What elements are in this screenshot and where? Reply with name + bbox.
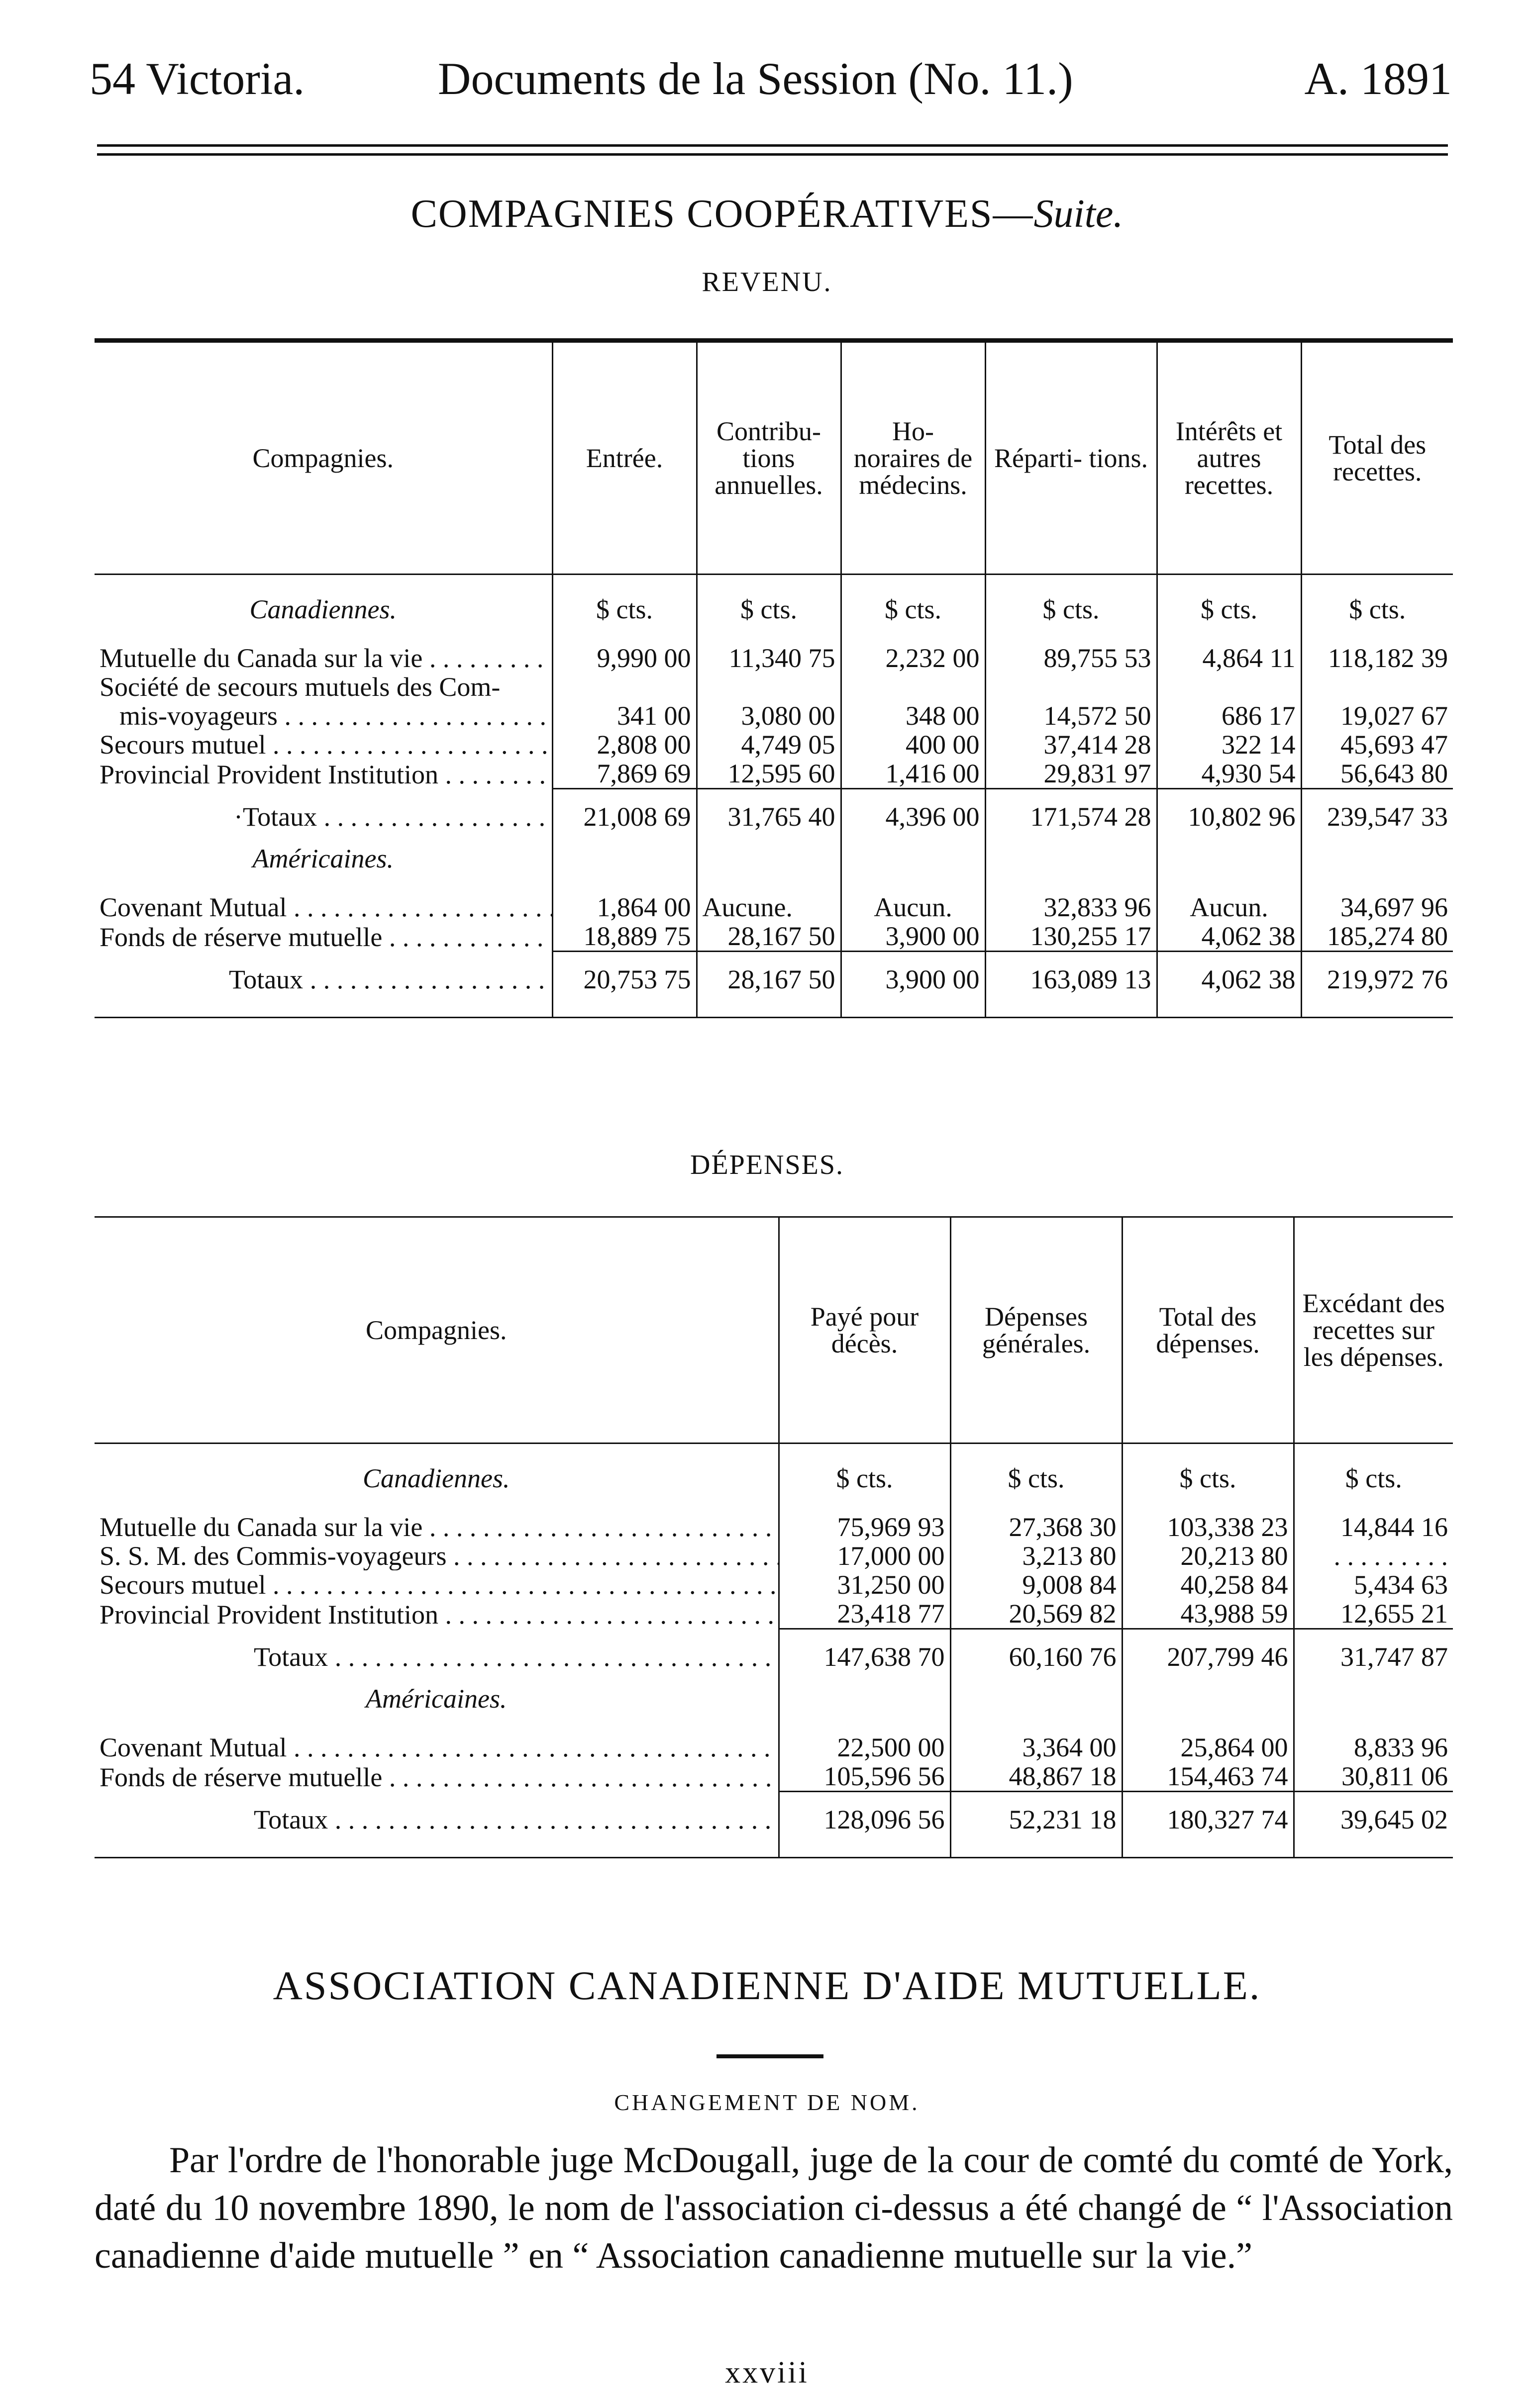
cell-value: 20,569 82 <box>950 1599 1122 1629</box>
cell-value: 56,643 80 <box>1301 759 1453 789</box>
total-value: 3,900 00 <box>841 952 985 1007</box>
col-contributions: Contribu- tions annuelles. <box>697 341 841 575</box>
revenue-header-row <box>95 341 1453 575</box>
cell-value: 29,831 97 <box>985 759 1157 789</box>
total-value: 239,547 33 <box>1301 789 1453 845</box>
section-row <box>95 1684 1453 1733</box>
table-row <box>95 893 1453 922</box>
company-name: Secours mutuel . . . <box>95 730 552 759</box>
cell-value: 3,364 00 <box>950 1733 1122 1762</box>
cell-value: 9,990 00 <box>552 644 697 673</box>
unit-cell: $ cts. <box>950 1444 1122 1493</box>
total-value: 39,645 02 <box>1294 1792 1453 1847</box>
company-name: Covenant Mutual . . . <box>95 893 552 922</box>
col-repartitions: Réparti- tions. <box>985 341 1157 575</box>
table-row <box>95 1762 1453 1792</box>
cell-value: 103,338 23 <box>1122 1513 1294 1541</box>
cell-value: 2,232 00 <box>841 644 985 673</box>
total-value: 31,765 40 <box>697 789 841 845</box>
cell-value: 31,250 00 <box>779 1570 950 1599</box>
cell-value: 12,595 60 <box>697 759 841 789</box>
header-year: A. 1891 <box>1304 53 1452 104</box>
unit-cell: $ cts. <box>985 575 1157 624</box>
total-label: Totaux . . . <box>95 952 552 1007</box>
cell-value: 14,572 50 <box>985 701 1157 730</box>
total-value: 28,167 50 <box>697 952 841 1007</box>
company-name: Covenant Mutual . . . <box>95 1733 779 1762</box>
unit-cell: $ cts. <box>1294 1444 1453 1493</box>
cell-value: 130,255 17 <box>985 922 1157 952</box>
running-header <box>90 52 1452 107</box>
total-value: 180,327 74 <box>1122 1792 1294 1847</box>
company-name: Fonds de réserve mutuelle . . . <box>95 1762 779 1792</box>
col-total-recettes: Total des recettes. <box>1301 341 1453 575</box>
unit-row <box>95 575 1453 624</box>
cell-value: 12,655 21 <box>1294 1599 1453 1629</box>
total-value: 52,231 18 <box>950 1792 1122 1847</box>
section-label-american: Américaines. <box>252 844 394 873</box>
header-rule-top <box>97 144 1448 147</box>
total-value: 31,747 87 <box>1294 1629 1453 1685</box>
cell-value: 14,844 16 <box>1294 1513 1453 1541</box>
name-change-paragraph: Par l'ordre de l'honorable juge McDougall, juge de la cour de comté du comté de York, daté du 10 novembre 1890, le nom de l'association ci-dessus a été changé de “ l'Association canadienne d'aide mutuelle ” en “ Association canadienne mutuelle sur la vie.” <box>95 2140 1453 2276</box>
col-honoraires: Ho- noraires de médecins. <box>841 341 985 575</box>
cell-value: 30,811 06 <box>1294 1762 1453 1792</box>
cell-value: 20,213 80 <box>1122 1541 1294 1570</box>
total-value: 20,753 75 <box>552 952 697 1007</box>
expenses-header-row <box>95 1217 1453 1444</box>
cell-value: 341 00 <box>552 701 697 730</box>
unit-row <box>95 1444 1453 1493</box>
company-name: Provincial Provident Institution . . . <box>95 1599 779 1629</box>
unit-cell: $ cts. <box>697 575 841 624</box>
col-companies: Compagnies. <box>95 1217 779 1444</box>
cell-value: 322 14 <box>1157 730 1301 759</box>
cell-value: 11,340 75 <box>697 644 841 673</box>
col-total-depenses: Total des dépenses. <box>1122 1217 1294 1444</box>
expenses-table <box>95 1216 1453 1858</box>
total-label: Totaux . . . <box>95 1792 779 1847</box>
cell-value: Aucun. <box>841 893 985 922</box>
total-row <box>95 1792 1453 1847</box>
table-row <box>95 1599 1453 1629</box>
total-row <box>95 789 1453 845</box>
cell-value: 28,167 50 <box>697 922 841 952</box>
table-row <box>95 1733 1453 1762</box>
total-value: 21,008 69 <box>552 789 697 845</box>
col-companies: Compagnies. <box>95 341 552 575</box>
table-row <box>95 701 1453 730</box>
revenue-table <box>95 338 1453 1018</box>
cell-value: 32,833 96 <box>985 893 1157 922</box>
cell-value: 18,889 75 <box>552 922 697 952</box>
table-row <box>95 759 1453 789</box>
cell-value: 3,900 00 <box>841 922 985 952</box>
total-value: 219,972 76 <box>1301 952 1453 1007</box>
name-change-heading: CHANGEMENT DE NOM. <box>614 2090 920 2115</box>
cell-value: 5,434 63 <box>1294 1570 1453 1599</box>
cell-value: 23,418 77 <box>779 1599 950 1629</box>
cell-value: 4,062 38 <box>1157 922 1301 952</box>
cell-value: 4,930 54 <box>1157 759 1301 789</box>
page-title <box>0 192 1534 237</box>
cell-value: 2,808 00 <box>552 730 697 759</box>
unit-cell: $ cts. <box>1301 575 1453 624</box>
table-row <box>95 673 1453 701</box>
page-title-suffix: Suite. <box>1033 192 1124 236</box>
table-row <box>95 922 1453 952</box>
cell-value: 17,000 00 <box>779 1541 950 1570</box>
cell-value: 4,864 11 <box>1157 644 1301 673</box>
cell-value: 154,463 74 <box>1122 1762 1294 1792</box>
company-name: Société de secours mutuels des Com- <box>100 673 501 701</box>
cell-value: 75,969 93 <box>779 1513 950 1541</box>
total-label: ·Totaux . . . <box>95 789 552 845</box>
unit-cell: $ cts. <box>1122 1444 1294 1493</box>
cell-value: 3,080 00 <box>697 701 841 730</box>
page-title-main: COMPAGNIES COOPÉRATIVES— <box>410 192 1034 236</box>
col-excedant: Excédant des recettes sur les dépenses. <box>1294 1217 1453 1444</box>
expenses-heading: DÉPENSES. <box>690 1150 844 1180</box>
cell-value: . . . . . . . . . <box>1294 1541 1453 1570</box>
section-label-american: Américaines. <box>366 1684 507 1714</box>
cell-value: 118,182 39 <box>1301 644 1453 673</box>
total-value: 4,062 38 <box>1157 952 1301 1007</box>
header-documents: Documents de la Session (No. 11.) <box>438 53 1073 104</box>
col-paye-deces: Payé pour décès. <box>779 1217 950 1444</box>
header-session: 54 Victoria. <box>90 53 305 104</box>
section-divider <box>716 2054 823 2058</box>
total-value: 60,160 76 <box>950 1629 1122 1685</box>
total-value: 4,396 00 <box>841 789 985 845</box>
total-value: 10,802 96 <box>1157 789 1301 845</box>
total-value: 128,096 56 <box>779 1792 950 1847</box>
cell-value: 22,500 00 <box>779 1733 950 1762</box>
cell-value: 89,755 53 <box>985 644 1157 673</box>
cell-value: 185,274 80 <box>1301 922 1453 952</box>
cell-value: 40,258 84 <box>1122 1570 1294 1599</box>
unit-cell: $ cts. <box>841 575 985 624</box>
cell-value: 43,988 59 <box>1122 1599 1294 1629</box>
company-name: Fonds de réserve mutuelle . . . <box>95 922 552 952</box>
unit-cell: $ cts. <box>779 1444 950 1493</box>
cell-value: 105,596 56 <box>779 1762 950 1792</box>
cell-value: 686 17 <box>1157 701 1301 730</box>
company-name: Provincial Provident Institution . . . <box>95 759 552 789</box>
cell-value: 9,008 84 <box>950 1570 1122 1599</box>
table-row <box>95 1513 1453 1541</box>
total-label: Totaux . . . <box>95 1629 779 1685</box>
cell-value: Aucun. <box>1157 893 1301 922</box>
col-interets: Intérêts et autres recettes. <box>1157 341 1301 575</box>
total-row <box>95 952 1453 1007</box>
section-label-canadian: Canadiennes. <box>363 1463 510 1493</box>
association-title: ASSOCIATION CANADIENNE D'AIDE MUTUELLE. <box>273 1963 1261 2008</box>
company-name: Mutuelle du Canada sur la vie . . . <box>95 644 552 673</box>
cell-value: 25,864 00 <box>1122 1733 1294 1762</box>
cell-value: 19,027 67 <box>1301 701 1453 730</box>
cell-value: 3,213 80 <box>950 1541 1122 1570</box>
company-name: mis-voyageurs . . . <box>95 701 552 730</box>
table-row <box>95 644 1453 673</box>
cell-value: 37,414 28 <box>985 730 1157 759</box>
cell-value: 348 00 <box>841 701 985 730</box>
revenue-heading: REVENU. <box>702 267 832 297</box>
cell-value: 34,697 96 <box>1301 893 1453 922</box>
company-name: Mutuelle du Canada sur la vie . . . <box>95 1513 779 1541</box>
col-entree: Entrée. <box>552 341 697 575</box>
total-row <box>95 1629 1453 1685</box>
cell-value: Aucune. <box>697 893 841 922</box>
unit-cell: $ cts. <box>552 575 697 624</box>
cell-value: 48,867 18 <box>950 1762 1122 1792</box>
section-row <box>95 844 1453 893</box>
cell-value: 45,693 47 <box>1301 730 1453 759</box>
cell-value: 27,368 30 <box>950 1513 1122 1541</box>
table-row <box>95 730 1453 759</box>
total-value: 147,638 70 <box>779 1629 950 1685</box>
table-row <box>95 1570 1453 1599</box>
header-rule-bottom <box>97 153 1448 156</box>
col-depenses-generales: Dépenses générales. <box>950 1217 1122 1444</box>
company-name: Secours mutuel . . . <box>95 1570 779 1599</box>
cell-value: 1,864 00 <box>552 893 697 922</box>
cell-value: 7,869 69 <box>552 759 697 789</box>
section-label-canadian: Canadiennes. <box>249 594 397 624</box>
page-number: xxviii <box>725 2356 809 2390</box>
table-row <box>95 1541 1453 1570</box>
cell-value: 400 00 <box>841 730 985 759</box>
cell-value: 8,833 96 <box>1294 1733 1453 1762</box>
total-value: 207,799 46 <box>1122 1629 1294 1685</box>
company-name: S. S. M. des Commis-voyageurs . . . <box>95 1541 779 1570</box>
total-value: 163,089 13 <box>985 952 1157 1007</box>
unit-cell: $ cts. <box>1157 575 1301 624</box>
cell-value: 1,416 00 <box>841 759 985 789</box>
cell-value: 4,749 05 <box>697 730 841 759</box>
total-value: 171,574 28 <box>985 789 1157 845</box>
